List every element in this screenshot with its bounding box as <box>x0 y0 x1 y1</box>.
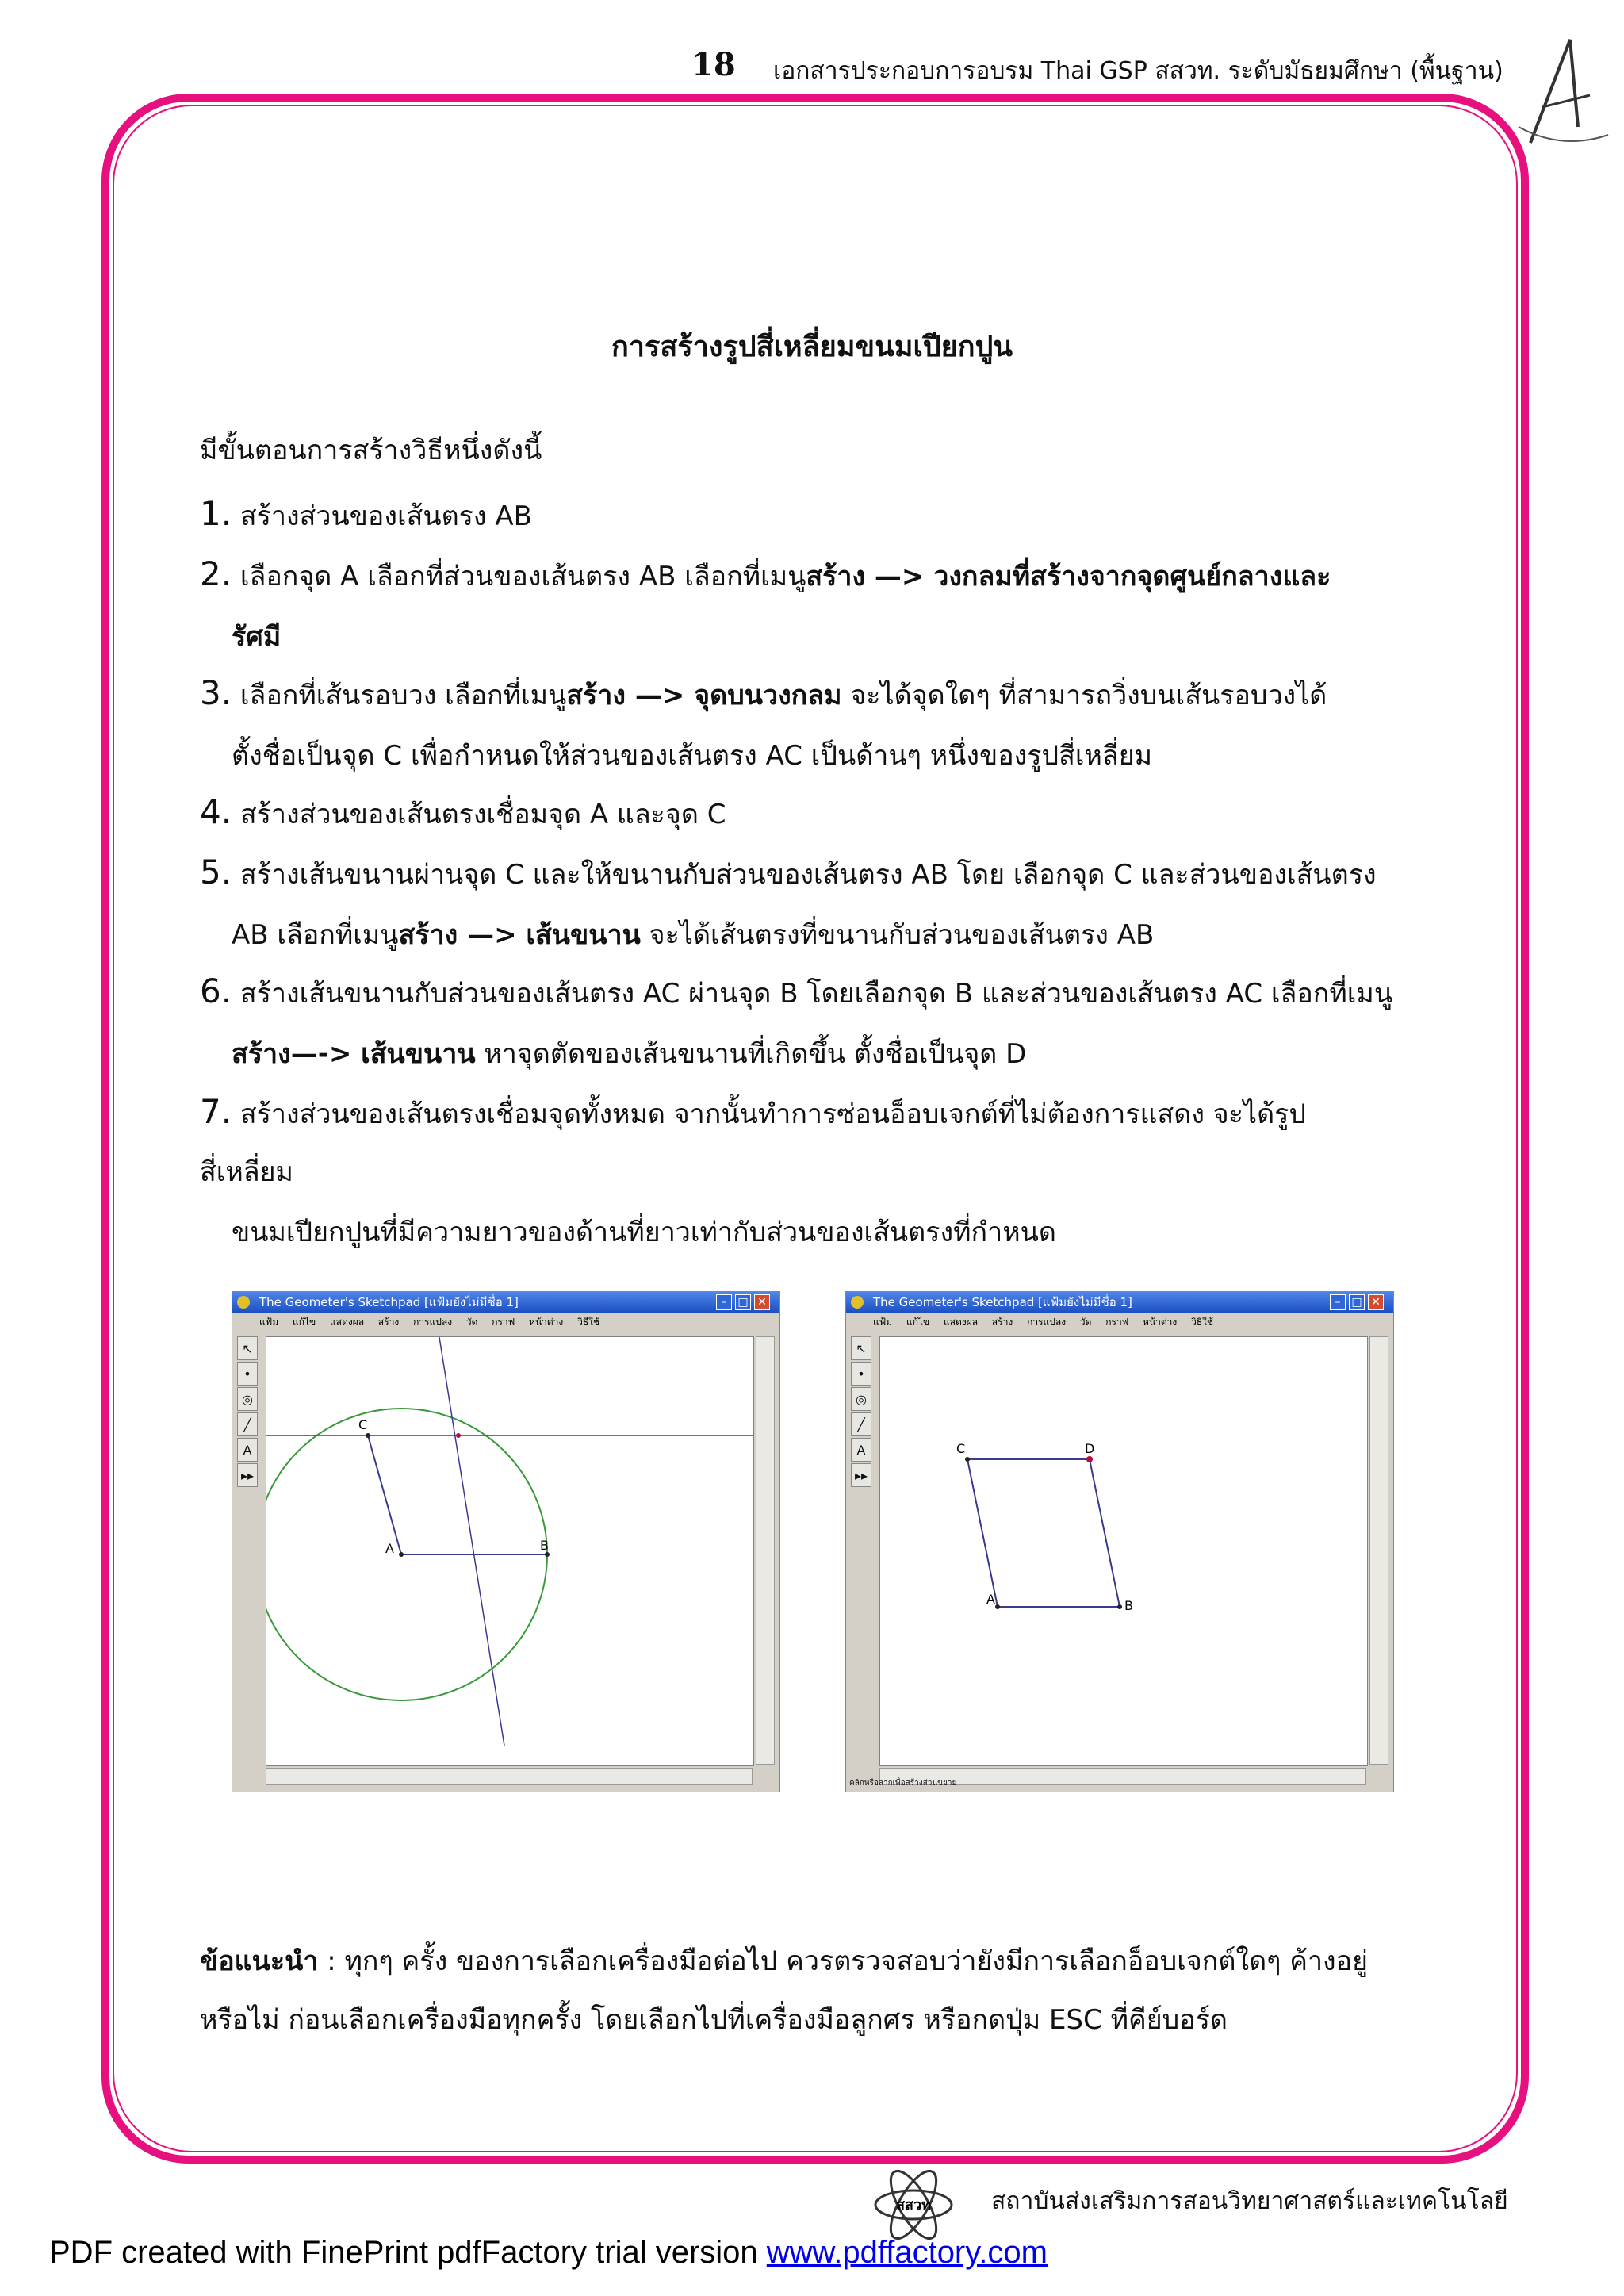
arrow-tool-icon[interactable]: ↖ <box>851 1336 871 1360</box>
sketchpad-window-1 <box>232 1291 780 1792</box>
minimize-button[interactable]: – <box>716 1294 732 1310</box>
intro-text: มีขั้นตอนการสร้างวิธีหนึ่งดังนี้ <box>200 435 542 466</box>
parallel-line-through-b <box>439 1337 504 1746</box>
maximize-button[interactable]: □ <box>1349 1294 1365 1310</box>
point-tool-icon[interactable]: • <box>237 1362 258 1386</box>
step-5: 5. สร้างเส้นขนานผ่านจุด C และให้ขนานกับส่วนของเส้นตรง AB โดย เลือกจุด C และส่วนของเส้นตรง AB เลือกที่เมนูสร้าง —> เส้นขนาน จะได้เส้นตรงที่ขนานกับส่วนของเส้นตรง AB <box>200 853 1377 951</box>
page-header <box>0 46 1624 94</box>
custom-tool-icon[interactable]: ▸▸ <box>851 1463 871 1487</box>
step-7: 7. สร้างส่วนของเส้นตรงเชื่อมจุดทั้งหมด จากนั้นทำการซ่อนอ็อบเจกต์ที่ไม่ต้องการแสดง จะได้รูป <box>200 1092 1306 1131</box>
text-tool-icon[interactable]: A <box>237 1438 258 1462</box>
step-1: 1. สร้างส่วนของเส้นตรง AB <box>200 494 532 533</box>
page-number: 18 <box>691 46 736 83</box>
label-c: C <box>358 1417 368 1432</box>
window-titlebar: The Geometer's Sketchpad [แฟ้มยังไม่มีชื่อ 1] <box>846 1292 1393 1313</box>
toolbox <box>851 1336 875 1487</box>
sketch-canvas[interactable] <box>266 1336 754 1766</box>
segment-ac <box>368 1435 401 1554</box>
tip-paragraph: ข้อแนะนำ : ทุกๆ ครั้ง ของการเลือกเครื่องมือต่อไป ควรตรวจสอบว่ายังมีการเลือกอ็อบเจกต์ใดๆ ค้างอยู่ <box>200 1945 1368 1977</box>
point-c[interactable] <box>366 1433 370 1438</box>
rhombus-shape <box>967 1459 1120 1607</box>
compass-tool-icon[interactable]: ◎ <box>237 1387 258 1411</box>
vertical-scrollbar[interactable] <box>756 1336 775 1765</box>
label-a: A <box>385 1541 394 1556</box>
step-7-caption: ขนมเปียกปูนที่มีความยาวของด้านที่ยาวเท่ากับส่วนของเส้นตรงที่กำหนด <box>232 1217 1056 1248</box>
pdf-factory-note: PDF created with FinePrint pdfFactory trial version www.pdffactory.com <box>49 2235 1048 2270</box>
construction-diagram <box>266 1337 753 1765</box>
vertical-scrollbar[interactable] <box>1369 1336 1388 1765</box>
line-tool-icon[interactable]: ╱ <box>851 1412 871 1436</box>
line-tool-icon[interactable]: ╱ <box>237 1412 258 1436</box>
step-4: 4. สร้างส่วนของเส้นตรงเชื่อมจุด A และจุด C <box>200 792 726 831</box>
app-icon <box>237 1296 250 1309</box>
header-title: เอกสารประกอบการอบรม Thai GSP สสวท. ระดับมัธยมศึกษา (พื้นฐาน) <box>773 57 1503 85</box>
point-c[interactable] <box>965 1457 970 1462</box>
tip-paragraph-line2: หรือไม่ ก่อนเลือกเครื่องมือทุกครั้ง โดยเลือกไปที่เครื่องมือลูกศร หรือกดปุ่ม ESC ที่คีย์บอร์ด <box>200 2004 1228 2036</box>
menu-bar[interactable]: แฟ้ม แก้ไข แสดงผล สร้าง การแปลง วัด กราฟ หน้าต่าง วิธีใช้ <box>259 1317 600 1328</box>
app-icon <box>851 1296 864 1309</box>
step-7-continued: สี่เหลี่ยม <box>200 1156 293 1188</box>
point-a[interactable] <box>399 1552 404 1557</box>
step-6: 6. สร้างเส้นขนานกับส่วนของเส้นตรง AC ผ่านจุด B โดยเลือกจุด B และส่วนของเส้นตรง AC เลือกที่เมนู สร้าง—-> เส้นขนาน หาจุดตัดของเส้นขนานที่เกิดขึ้น ตั้งชื่อเป็นจุด D <box>200 972 1393 1070</box>
point-d[interactable] <box>1086 1456 1093 1462</box>
point-b[interactable] <box>1117 1604 1122 1609</box>
minimize-button[interactable]: – <box>1330 1294 1346 1310</box>
label-a: A <box>986 1592 995 1607</box>
sketch-canvas[interactable] <box>879 1336 1368 1766</box>
custom-tool-icon[interactable]: ▸▸ <box>237 1463 258 1487</box>
rhombus-diagram <box>880 1337 1367 1765</box>
text-tool-icon[interactable]: A <box>851 1438 871 1462</box>
point-a[interactable] <box>995 1604 1000 1609</box>
arrow-tool-icon[interactable]: ↖ <box>237 1336 258 1360</box>
horizontal-scrollbar[interactable] <box>266 1768 753 1785</box>
label-d: D <box>1085 1441 1095 1456</box>
label-b: B <box>540 1538 549 1553</box>
pdf-factory-link[interactable]: www.pdffactory.com <box>766 2235 1048 2270</box>
svg-text:สสวท: สสวท <box>896 2197 931 2214</box>
compass-tool-icon[interactable]: ◎ <box>851 1387 871 1411</box>
label-c: C <box>956 1441 966 1456</box>
label-b: B <box>1124 1598 1133 1613</box>
close-button[interactable]: ✕ <box>1368 1294 1384 1310</box>
ipst-logo-icon <box>871 2165 956 2244</box>
step-3: 3. เลือกที่เส้นรอบวง เลือกที่เมนูสร้าง —> จุดบนวงกลม จะได้จุดใดๆ ที่สามารถวิ่งบนเส้นรอบวงได้ ตั้งชื่อเป็นจุด C เพื่อกำหนดให้ส่วนของเส้นตรง AC เป็นด้านๆ หนึ่งของรูปสี่เหลี่ยม <box>200 673 1327 772</box>
close-button[interactable]: ✕ <box>754 1294 770 1310</box>
status-bar: คลิกหรือลากเพื่อสร้างส่วนขยาย <box>849 1779 957 1788</box>
intersection-point[interactable] <box>456 1433 461 1438</box>
toolbox <box>237 1336 261 1487</box>
document-title: การสร้างรูปสี่เหลี่ยมขนมเปียกปูน <box>611 331 1013 363</box>
point-tool-icon[interactable]: • <box>851 1362 871 1386</box>
menu-bar[interactable]: แฟ้ม แก้ไข แสดงผล สร้าง การแปลง วัด กราฟ หน้าต่าง วิธีใช้ <box>873 1317 1214 1328</box>
sketchpad-window-2 <box>845 1291 1394 1792</box>
step-2: 2. เลือกจุด A เลือกที่ส่วนของเส้นตรง AB เลือกที่เมนูสร้าง —> วงกลมที่สร้างจากจุดศูนย์กลางและ รัศมี <box>200 554 1331 653</box>
a-logo-icon <box>1515 32 1610 151</box>
footer-institute: สถาบันส่งเสริมการสอนวิทยาศาสตร์และเทคโนโลยี <box>991 2187 1508 2215</box>
tip-label: ข้อแนะนำ <box>200 1945 319 1977</box>
maximize-button[interactable]: □ <box>735 1294 751 1310</box>
window-titlebar: The Geometer's Sketchpad [แฟ้มยังไม่มีชื่อ 1] <box>232 1292 779 1313</box>
